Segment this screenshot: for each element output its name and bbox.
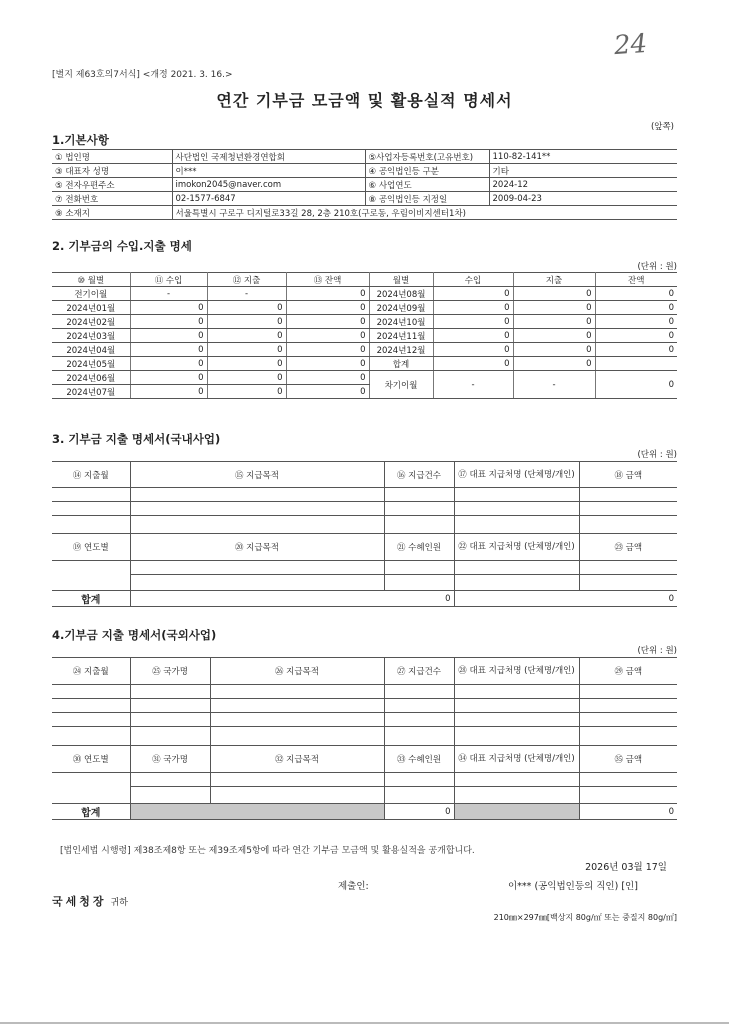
expense-cell: 0 xyxy=(207,315,286,329)
basic-info-table xyxy=(52,149,677,220)
header-country: ㉕ 국가명 xyxy=(130,658,210,685)
header-by-year: ㉚ 연도별 xyxy=(52,746,130,773)
expense-cell: 0 xyxy=(207,301,286,315)
carry-forward-balance: 0 xyxy=(595,371,677,399)
table-row xyxy=(52,787,677,804)
domestic-total-label: 합계 xyxy=(52,591,130,607)
label-representative: ③ 대표자 성명 xyxy=(52,164,172,178)
value-biz-reg-no: 110-82-141** xyxy=(489,150,677,164)
balance-cell: 0 xyxy=(286,343,369,357)
total-income-cell: 0 xyxy=(433,357,513,371)
month-cell: 전기이월 xyxy=(52,287,130,301)
overseas-expense-table xyxy=(52,657,677,820)
header-payment-count: ㉗ 지급건수 xyxy=(384,658,454,685)
month-cell: 2024년02월 xyxy=(52,315,130,329)
expense-cell: 0 xyxy=(207,343,286,357)
header-purpose-b: ㉜ 지급목적 xyxy=(210,746,384,773)
domestic-header-b xyxy=(52,534,677,561)
carry-forward-label: 차기이월 xyxy=(369,371,433,399)
balance-cell: 0 xyxy=(286,315,369,329)
section2-unit: (단위 : 원) xyxy=(637,262,677,272)
income-cell: 0 xyxy=(433,315,513,329)
balance-cell: 0 xyxy=(595,343,677,357)
overseas-total-shaded xyxy=(130,804,384,820)
section3-unit: (단위 : 원) xyxy=(637,450,677,460)
expense-cell: 0 xyxy=(513,287,595,301)
header-purpose-b: ⑳ 지급목적 xyxy=(130,534,384,561)
handwritten-page-number: 24 xyxy=(612,28,649,62)
balance-cell: 0 xyxy=(595,329,677,343)
header-payment-count: ⑯ 지급건수 xyxy=(384,462,454,488)
expense-cell: 0 xyxy=(207,357,286,371)
month-cell: 2024년09월 xyxy=(369,301,433,315)
income-cell: 0 xyxy=(130,343,207,357)
submission-date: 2026년 03월 17일 xyxy=(585,862,667,873)
table-row xyxy=(52,575,677,591)
expense-cell: 0 xyxy=(513,301,595,315)
balance-cell: 0 xyxy=(286,385,369,399)
header-payee: ⑰ 대표 지급처명 (단체명/개인) xyxy=(454,462,579,488)
value-designation-date: 2009-04-23 xyxy=(489,192,677,206)
month-cell: 2024년08월 xyxy=(369,287,433,301)
value-fiscal-year: 2024-12 xyxy=(489,178,677,192)
income-cell: 0 xyxy=(130,329,207,343)
table-row xyxy=(52,516,677,534)
basic-info-row xyxy=(52,150,677,164)
label-designation-date: ⑧ 공익법인등 지정일 xyxy=(365,192,489,206)
header-expense-month: ⑭ 지출월 xyxy=(52,462,130,488)
value-corp-type: 기타 xyxy=(489,164,677,178)
label-phone: ⑦ 전화번호 xyxy=(52,192,172,206)
header-month-right: 월별 xyxy=(369,273,433,287)
header-income: ⑪ 수입 xyxy=(130,273,207,287)
header-payee: ㉘ 대표 지급처명 (단체명/개인) xyxy=(454,658,579,685)
form-reference: [별지 제63호의7서식] <개정 2021. 3. 16.> xyxy=(52,70,233,80)
label-email: ⑤ 전자우편주소 xyxy=(52,178,172,192)
label-biz-reg-no: ⑤사업자등록번호(고유번호) xyxy=(365,150,489,164)
section4-heading: 4.기부금 지출 명세서(국외사업) xyxy=(52,628,217,642)
month-cell: 2024년11월 xyxy=(369,329,433,343)
page-edge-line xyxy=(0,1022,729,1024)
expense-cell: 0 xyxy=(207,371,286,385)
income-expense-header xyxy=(52,273,677,287)
month-cell: 2024년12월 xyxy=(369,343,433,357)
domestic-expense-grid xyxy=(52,461,677,607)
table-row xyxy=(52,357,677,371)
income-cell: 0 xyxy=(130,385,207,399)
total-expense-cell: 0 xyxy=(513,357,595,371)
balance-cell: 0 xyxy=(595,287,677,301)
month-cell: 2024년01월 xyxy=(52,301,130,315)
balance-cell: 0 xyxy=(286,371,369,385)
header-amount: ⑱ 금액 xyxy=(579,462,677,488)
document-title: 연간 기부금 모금액 및 활용실적 명세서 xyxy=(216,91,513,110)
value-email: imokon2045@naver.com xyxy=(172,178,365,192)
overseas-header-a xyxy=(52,658,677,685)
overseas-total-amount: 0 xyxy=(579,804,677,820)
domestic-total-row xyxy=(52,591,677,607)
value-representative: 이*** xyxy=(172,164,365,178)
basic-info-row xyxy=(52,206,677,220)
section4-unit: (단위 : 원) xyxy=(637,646,677,656)
income-cell: 0 xyxy=(433,287,513,301)
table-row xyxy=(52,727,677,746)
header-purpose: ⑮ 지급목적 xyxy=(130,462,384,488)
overseas-total-row xyxy=(52,804,677,820)
recipient-name: 국세청장 xyxy=(52,895,107,908)
carry-forward-expense: - xyxy=(513,371,595,399)
section2-heading: 2. 기부금의 수입.지출 명세 xyxy=(52,239,192,253)
recipient-suffix: 귀하 xyxy=(110,898,128,908)
domestic-total-amount: 0 xyxy=(454,591,677,607)
header-amount-b: ㉟ 금액 xyxy=(579,746,677,773)
label-address: ⑨ 소재지 xyxy=(52,206,172,220)
table-row xyxy=(52,713,677,727)
income-cell: 0 xyxy=(130,315,207,329)
header-expense-month: ㉔ 지출월 xyxy=(52,658,130,685)
income-cell: 0 xyxy=(130,371,207,385)
balance-cell: 0 xyxy=(595,315,677,329)
month-cell: 2024년04월 xyxy=(52,343,130,357)
income-cell: - xyxy=(130,287,207,301)
table-row xyxy=(52,301,677,315)
month-cell: 2024년03월 xyxy=(52,329,130,343)
basic-info-row xyxy=(52,192,677,206)
month-cell: 2024년05월 xyxy=(52,357,130,371)
balance-cell: 0 xyxy=(595,301,677,315)
header-payee-b: ㉞ 대표 지급처명 (단체명/개인) xyxy=(454,746,579,773)
income-expense-table xyxy=(52,272,677,399)
balance-cell: 0 xyxy=(286,357,369,371)
table-row xyxy=(52,502,677,516)
income-cell: 0 xyxy=(130,301,207,315)
table-row xyxy=(52,685,677,699)
section3-heading: 3. 기부금 지출 명세서(국내사업) xyxy=(52,432,221,446)
table-row xyxy=(52,287,677,301)
label-corp-type: ④ 공익법인등 구분 xyxy=(365,164,489,178)
header-amount: ㉙ 금액 xyxy=(579,658,677,685)
value-address: 서울특별시 구로구 디지털로33길 28, 2층 210호(구로동, 우림이비지센터1차) xyxy=(172,206,677,220)
expense-cell: 0 xyxy=(207,329,286,343)
overseas-total-shaded-b xyxy=(454,804,579,820)
header-month: ⑩ 월별 xyxy=(52,273,130,287)
carry-forward-income: - xyxy=(433,371,513,399)
expense-cell: 0 xyxy=(513,329,595,343)
table-row xyxy=(52,561,677,575)
table-row xyxy=(52,488,677,502)
month-cell: 2024년10월 xyxy=(369,315,433,329)
header-country-b: ㉛ 국가명 xyxy=(130,746,210,773)
header-by-year: ⑲ 연도별 xyxy=(52,534,130,561)
month-cell: 2024년06월 xyxy=(52,371,130,385)
overseas-total-count: 0 xyxy=(384,804,454,820)
section1-heading: 1.기본사항 xyxy=(52,133,109,147)
month-cell: 2024년07월 xyxy=(52,385,130,399)
basic-info-row xyxy=(52,178,677,192)
income-cell: 0 xyxy=(433,343,513,357)
income-cell: 0 xyxy=(130,357,207,371)
overseas-header-b xyxy=(52,746,677,773)
header-amount-b: ㉓ 금액 xyxy=(579,534,677,561)
submitter-label: 제출인: xyxy=(338,881,369,892)
table-row xyxy=(52,315,677,329)
balance-cell: 0 xyxy=(286,287,369,301)
total-balance-cell xyxy=(595,357,677,371)
overseas-total-label: 합계 xyxy=(52,804,130,820)
side-label: (앞쪽) xyxy=(650,122,674,132)
submitter-signature: 이*** (공익법인등의 직인) [인] xyxy=(508,881,638,892)
value-corp-name: 사단법인 국제청년환경연합회 xyxy=(172,150,365,164)
header-balance: ⑬ 잔액 xyxy=(286,273,369,287)
header-expense-right: 지출 xyxy=(513,273,595,287)
recipient xyxy=(52,893,128,909)
table-row xyxy=(52,773,677,787)
expense-cell: 0 xyxy=(513,343,595,357)
basic-info-row xyxy=(52,164,677,178)
header-payee-b: ㉒ 대표 지급처명 (단체명/개인) xyxy=(454,534,579,561)
domestic-header-a xyxy=(52,462,677,488)
balance-cell: 0 xyxy=(286,301,369,315)
header-expense: ⑫ 지출 xyxy=(207,273,286,287)
header-purpose: ㉖ 지급목적 xyxy=(210,658,384,685)
legal-statement: [법인세법 시행령] 제38조제8항 또는 제39조제5항에 따라 연간 기부금 모금액 및 활용실적을 공개합니다. xyxy=(60,846,475,856)
header-balance-right: 잔액 xyxy=(595,273,677,287)
table-row xyxy=(52,699,677,713)
header-beneficiaries: ㉑ 수혜인원 xyxy=(384,534,454,561)
header-income-right: 수입 xyxy=(433,273,513,287)
table-row xyxy=(52,343,677,357)
income-cell: 0 xyxy=(433,301,513,315)
expense-cell: 0 xyxy=(207,385,286,399)
header-beneficiaries: ㉝ 수혜인원 xyxy=(384,746,454,773)
expense-cell: - xyxy=(207,287,286,301)
expense-cell: 0 xyxy=(513,315,595,329)
value-phone: 02-1577-6847 xyxy=(172,192,365,206)
table-row xyxy=(52,329,677,343)
total-label-cell: 합계 xyxy=(369,357,433,371)
income-cell: 0 xyxy=(433,329,513,343)
domestic-total-count: 0 xyxy=(130,591,454,607)
label-fiscal-year: ⑥ 사업연도 xyxy=(365,178,489,192)
table-row xyxy=(52,371,677,385)
label-corp-name: ① 법인명 xyxy=(52,150,172,164)
balance-cell: 0 xyxy=(286,329,369,343)
paper-spec: 210㎜×297㎜[백상지 80g/㎡ 또는 중질지 80g/㎡] xyxy=(493,913,677,922)
